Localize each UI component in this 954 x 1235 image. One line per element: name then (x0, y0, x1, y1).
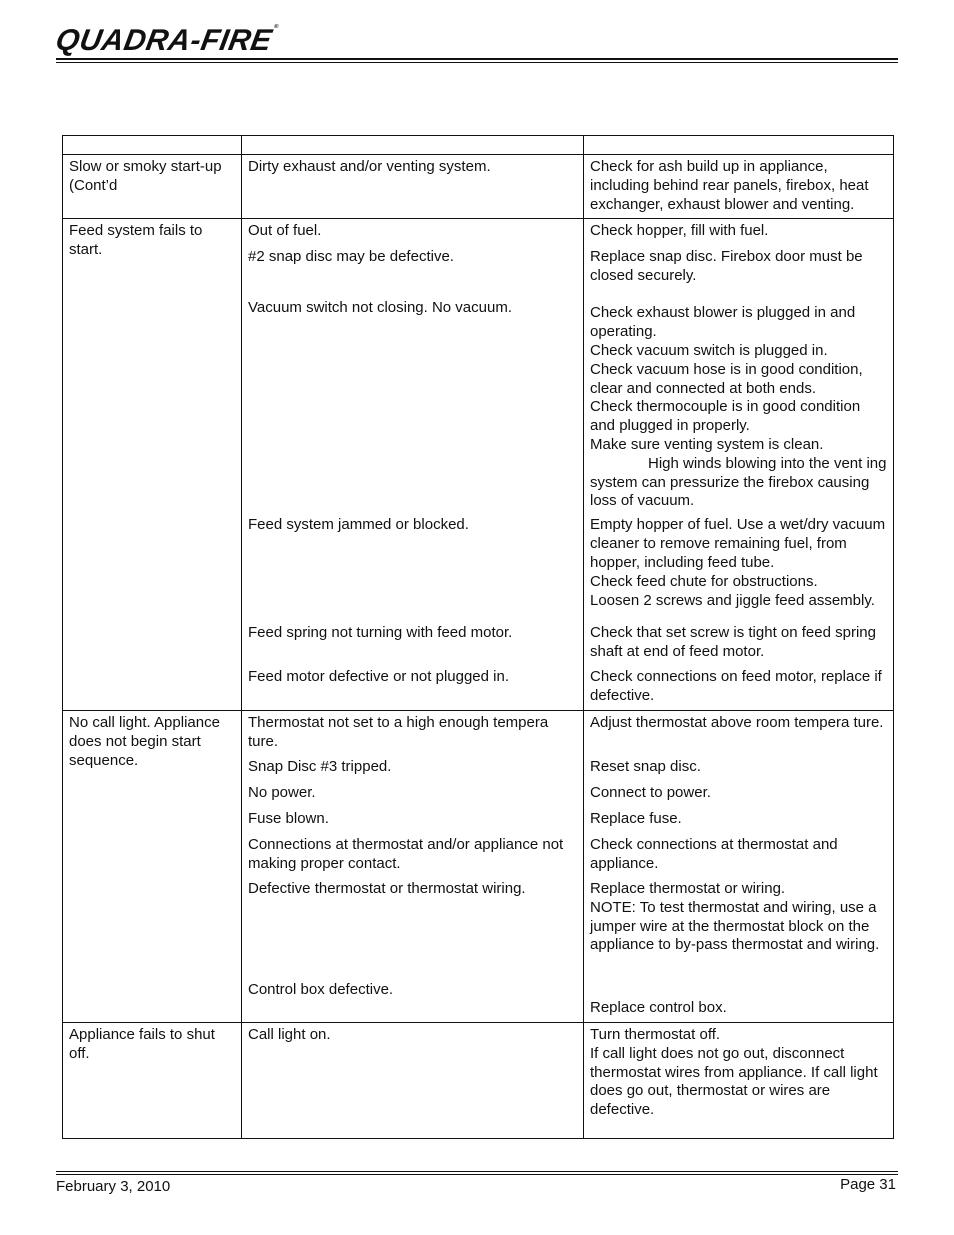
solution-text: Loosen 2 screws and jiggle feed assembly. (590, 591, 875, 609)
solution-text: Replace snap disc. Firebox door must be closed securely. (590, 248, 863, 285)
problem-cell (63, 710, 242, 1022)
table-row (63, 219, 894, 711)
solution-text: Connect to power. (590, 783, 711, 801)
cause-text: Thermostat not set to a high enough tempera ture. (248, 713, 549, 750)
brand-logo: QUADRA-FIRE® (53, 24, 280, 57)
solution-text: Check exhaust blower is plugged in and operating. (590, 304, 856, 341)
cause-text: #2 snap disc may be defective. (248, 248, 454, 266)
cause-text: Control box defective. (248, 980, 394, 998)
solution-text: Adjust thermostat above room tempera ture. (590, 713, 884, 731)
table-header-row (63, 136, 894, 155)
solution-text: Replace control box. (590, 998, 727, 1016)
table-row (63, 710, 894, 1022)
solution-text: Check for ash build up in appliance, including behind rear panels, firebox, heat exchanger, exhaust blower and venting. (590, 158, 869, 213)
cause-text: Feed system jammed or blocked. (248, 516, 469, 534)
column-header-solution (584, 136, 894, 155)
problem-text: Appliance fails to shut off. (69, 1025, 215, 1062)
cause-text: No power. (248, 783, 316, 801)
cause-text: Feed motor defective or not plugged in. (248, 668, 509, 686)
header-rule (56, 58, 898, 60)
problem-text: Feed system fails to start. (69, 222, 203, 259)
header-rule-thin (56, 62, 898, 63)
troubleshooting-table (62, 135, 894, 1139)
solution-text: Make sure venting system is clean. (590, 435, 824, 453)
solution-text: High winds blowing into the vent ing system can pressurize the firebox causing loss of vacuum. (590, 454, 887, 510)
solution-text: Check connections at thermostat and appliance. (590, 835, 838, 872)
solution-text: Empty hopper of fuel. Use a wet/dry vacuum cleaner to remove remaining fuel, from hopper, including feed tube. (590, 516, 886, 571)
cause-text: Vacuum switch not closing. No vacuum. (248, 299, 513, 317)
cause-text: Snap Disc #3 tripped. (248, 757, 392, 775)
solution-text: Check hopper, fill with fuel. (590, 222, 769, 240)
cause-text: Connections at thermostat and/or appliance not making proper contact. (248, 835, 564, 872)
cause-text: Fuse blown. (248, 809, 329, 827)
cause-text: Dirty exhaust and/or venting system. (248, 158, 491, 175)
solution-text: Reset snap disc. (590, 757, 701, 775)
cause-text: Out of fuel. (248, 222, 322, 240)
cause-cell (242, 155, 584, 219)
solution-text: Check vacuum hose is in good condition, clear and connected at both ends. (590, 360, 863, 397)
problem-text: Slow or smoky start-up (Cont’d (69, 158, 222, 194)
solution-text: Replace fuse. (590, 809, 682, 827)
problem-cell (63, 1022, 242, 1138)
footer-rule-thin (56, 1174, 898, 1175)
table-row (63, 1022, 894, 1138)
column-header-cause (242, 136, 584, 155)
solution-text: Check connections on feed motor, replace if defective. (590, 668, 882, 705)
cause-text: Defective thermostat or thermostat wiring. (248, 879, 526, 897)
solution-text: Turn thermostat off. (590, 1025, 721, 1043)
solution-cell (584, 710, 894, 1022)
cause-text: Feed spring not turning with feed motor. (248, 624, 513, 642)
solution-text: NOTE: To test thermostat and wiring, use a jumper wire at the thermostat block on the appliance to by-pass thermostat and wiring. (590, 898, 880, 954)
column-header-problem (63, 136, 242, 155)
solution-text: If call light does not go out, disconnect thermostat wires from appliance. If call light does go out, thermostat or wires are defective. (590, 1044, 878, 1119)
cause-cell (242, 219, 584, 711)
problem-text: No call light. Appliance does not begin start sequence. (69, 713, 220, 769)
solution-text: Check thermocouple is in good condition and plugged in properly. (590, 398, 861, 435)
solution-text: Replace thermostat or wiring. (590, 879, 786, 897)
cause-cell (242, 1022, 584, 1138)
solution-text: Check feed chute for obstructions. (590, 572, 818, 590)
solution-cell (584, 219, 894, 711)
solution-text: Check vacuum switch is plugged in. (590, 341, 828, 359)
cause-cell (242, 710, 584, 1022)
solution-text: Check that set screw is tight on feed spring shaft at end of feed motor. (590, 624, 876, 661)
footer-date: February 3, 2010 (56, 1178, 171, 1195)
solution-cell (584, 1022, 894, 1138)
solution-cell (584, 155, 894, 219)
table-row (63, 155, 894, 219)
problem-cell (63, 155, 242, 219)
problem-cell (63, 219, 242, 711)
footer-rule (56, 1171, 898, 1172)
page-number: Page 31 (840, 1176, 896, 1193)
cause-text: Call light on. (248, 1025, 331, 1043)
